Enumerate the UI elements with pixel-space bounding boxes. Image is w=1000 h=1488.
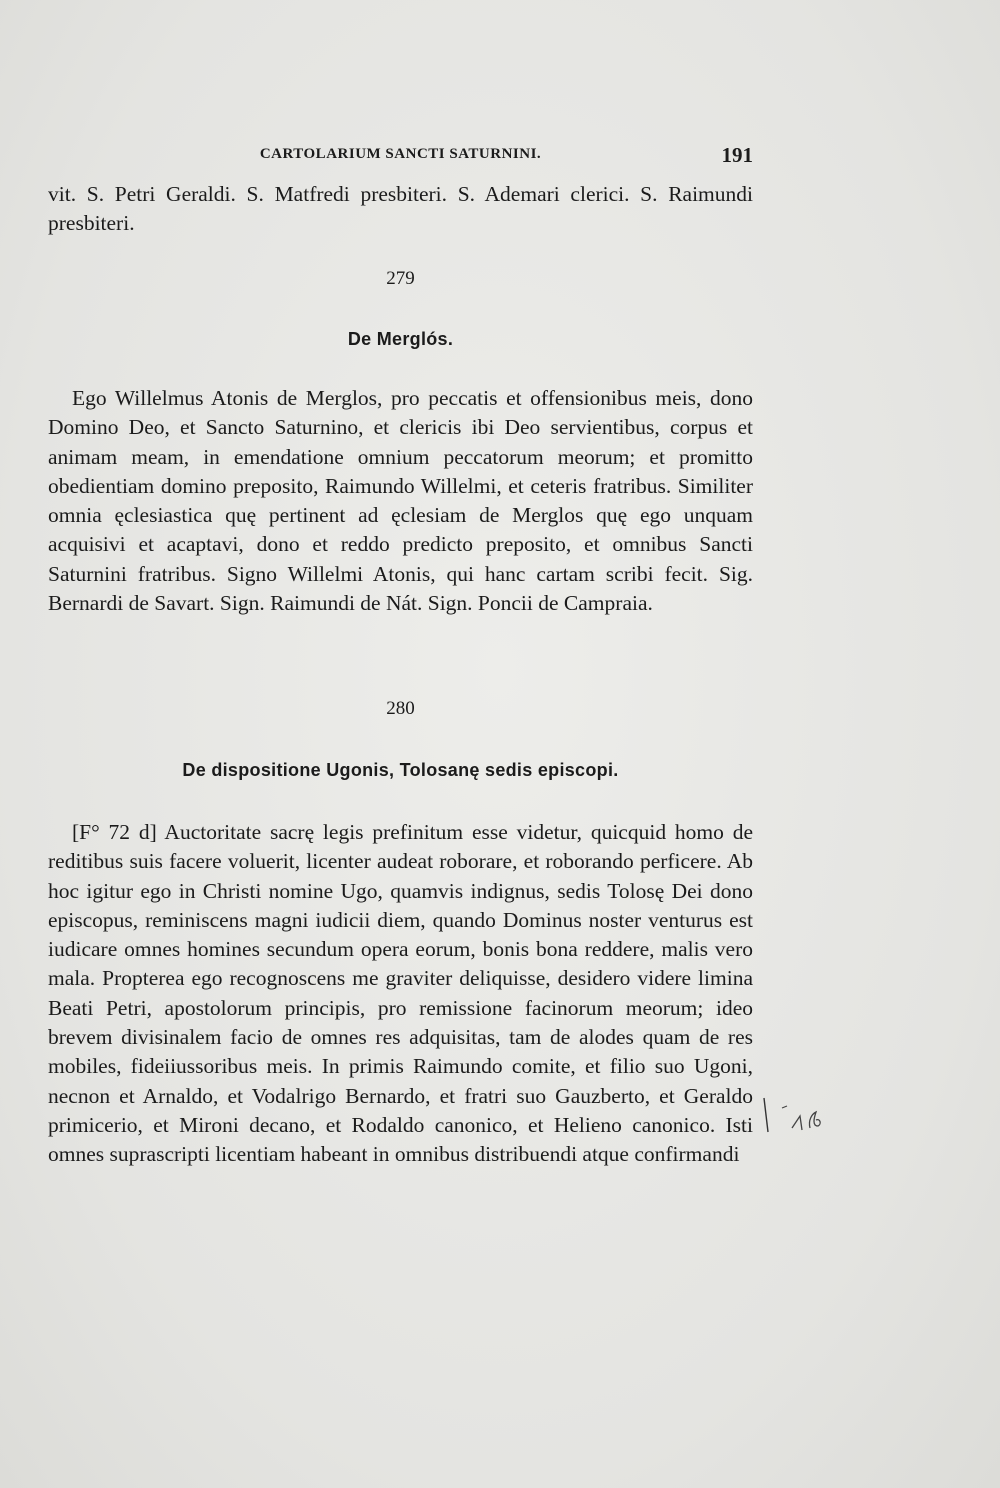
document-number-280: 280	[386, 698, 415, 719]
page-header	[48, 143, 753, 167]
document-title-280: De dispositione Ugonis, Tolosanę sedis episcopi.	[182, 760, 619, 780]
handwritten-margin-note	[760, 1090, 850, 1150]
document-number-279: 279	[386, 268, 415, 289]
page-number: 191	[721, 143, 753, 167]
document-text-280: [F° 72 d] Auctoritate sacrę legis prefinitum esse videtur, quicquid homo de reditibus suis facere voluerit, licenter audeat roborare, et roborando perficere. Ab hoc igitur ego in Christi nomine Ugo, quamvis indignus, sedis Tolosę Dei dono episcopus, reminiscens magni iudicii diem, quando Dominus noster venturus est iudicare omnes homines secundum opera eorum, bonis bona reddere, malis vero mala. Propterea ego recognoscens me graviter deliquisse, desidero videre limina Beati Petri, apostolorum principis, pro remissione facinorum meorum; ideo brevem divisinalem facio de omnes res adquisitas, tam de alodes quam de res mobiles, fideiiussoribus meis. In primis Raimundo comite, et filio suo Ugoni, necnon et Arnaldo, et Vodalrigo Bernardo, et fratri suo Gauzberto, et Geraldo primicerio, et Mironi decano, et Rodaldo canonico, et Helieno canonico. Isti omnes suprascripti licentiam habeant in omnibus distribuendi atque confirmandi	[48, 820, 753, 1167]
document-title-279: De Merglós.	[347, 329, 454, 349]
document-text-279: Ego Willelmus Atonis de Merglos, pro peccatis et offensionibus meis, dono Domino Deo, et Sancto Saturnino, et clericis ibi Deo servientibus, corpus et animam meam, in emendatione omnium peccatorum meorum; et promitto obedientiam domino preposito, Raimundo Willelmi, et ceteris fratribus. Similiter omnia ęclesiastica quę pertinent ad ęclesiam de Merglos quę ego unquam acquisivi et acaptavi, dono et reddo predicto preposito, et omnibus Sancti Saturnini fratribus. Signo Willelmi Atonis, qui hanc cartam scribi fecit. Sig. Bernardi de Savart. Sign. Raimundi de Nát. Sign. Poncii de Campraia.	[48, 386, 753, 616]
running-title: CARTOLARIUM SANCTI SATURNINI.	[259, 146, 542, 162]
continuation-paragraph: vit. S. Petri Geraldi. S. Matfredi presbiteri. S. Ademari clerici. S. Raimundi presbiteri.	[48, 182, 753, 236]
